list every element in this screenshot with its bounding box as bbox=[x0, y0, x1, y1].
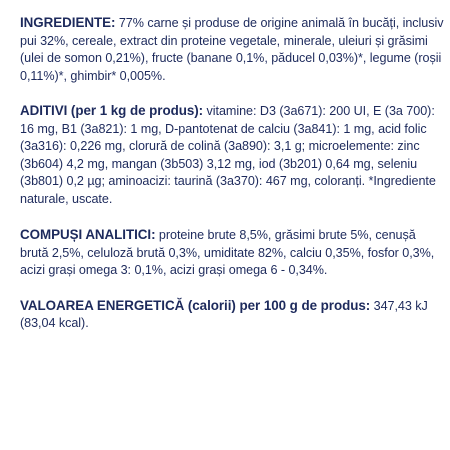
ingredients-text: 77% carne și produse de origine animală în bucăți, inclusiv pui 32%, cereale, extract din proteine vegetale, minerale, uleiuri și grăsimi (ulei de somon 0,21%), fructe (banane 0,1%, păducel 0,03%)*, legume (roșii 0,11%)*, ghimbir* 0,005%. bbox=[20, 16, 444, 83]
analytical-heading: COMPUȘI ANALITICI: bbox=[20, 227, 156, 242]
additives-text: vitamine: D3 (3a671): 200 UI, E (3a 700): 16 mg, B1 (3a821): 1 mg, D-pantotenat de calciu (3a841): 1 mg, acid folic (3a316): 0,226 mg, clorură de colină (3a890): 3,1 g; microelemente: zinc (3b604) 4,2 mg, mangan (3b503) 3,12 mg, iod (3b201) 0,64 mg, seleniu (3b801) 0,2 µg; aminoacizi: taurină (3a370): 467 mg, coloranți. *Ingrediente naturale, uscate. bbox=[20, 104, 436, 206]
product-label-text bbox=[20, 14, 446, 333]
additives-paragraph bbox=[20, 102, 446, 208]
energy-heading: VALOAREA ENERGETICĂ (calorii) per 100 g de produs: bbox=[20, 297, 371, 313]
additives-heading: ADITIVI (per 1 kg de produs): bbox=[20, 103, 204, 118]
ingredients-heading: INGREDIENTE: bbox=[20, 15, 116, 30]
analytical-paragraph bbox=[20, 226, 446, 280]
energy-paragraph bbox=[20, 297, 446, 333]
analytical-text: proteine brute 8,5%, grăsimi brute 5%, cenușă brută 2,5%, celuloză brută 0,3%, umiditate 82%, calciu 0,35%, fosfor 0,3%, acizi grași omega 3: 0,1%, acizi grași omega 6 - 0,34%. bbox=[20, 228, 435, 277]
ingredients-paragraph bbox=[20, 14, 446, 85]
energy-text: 347,43 kJ (83,04 kcal). bbox=[20, 298, 428, 330]
